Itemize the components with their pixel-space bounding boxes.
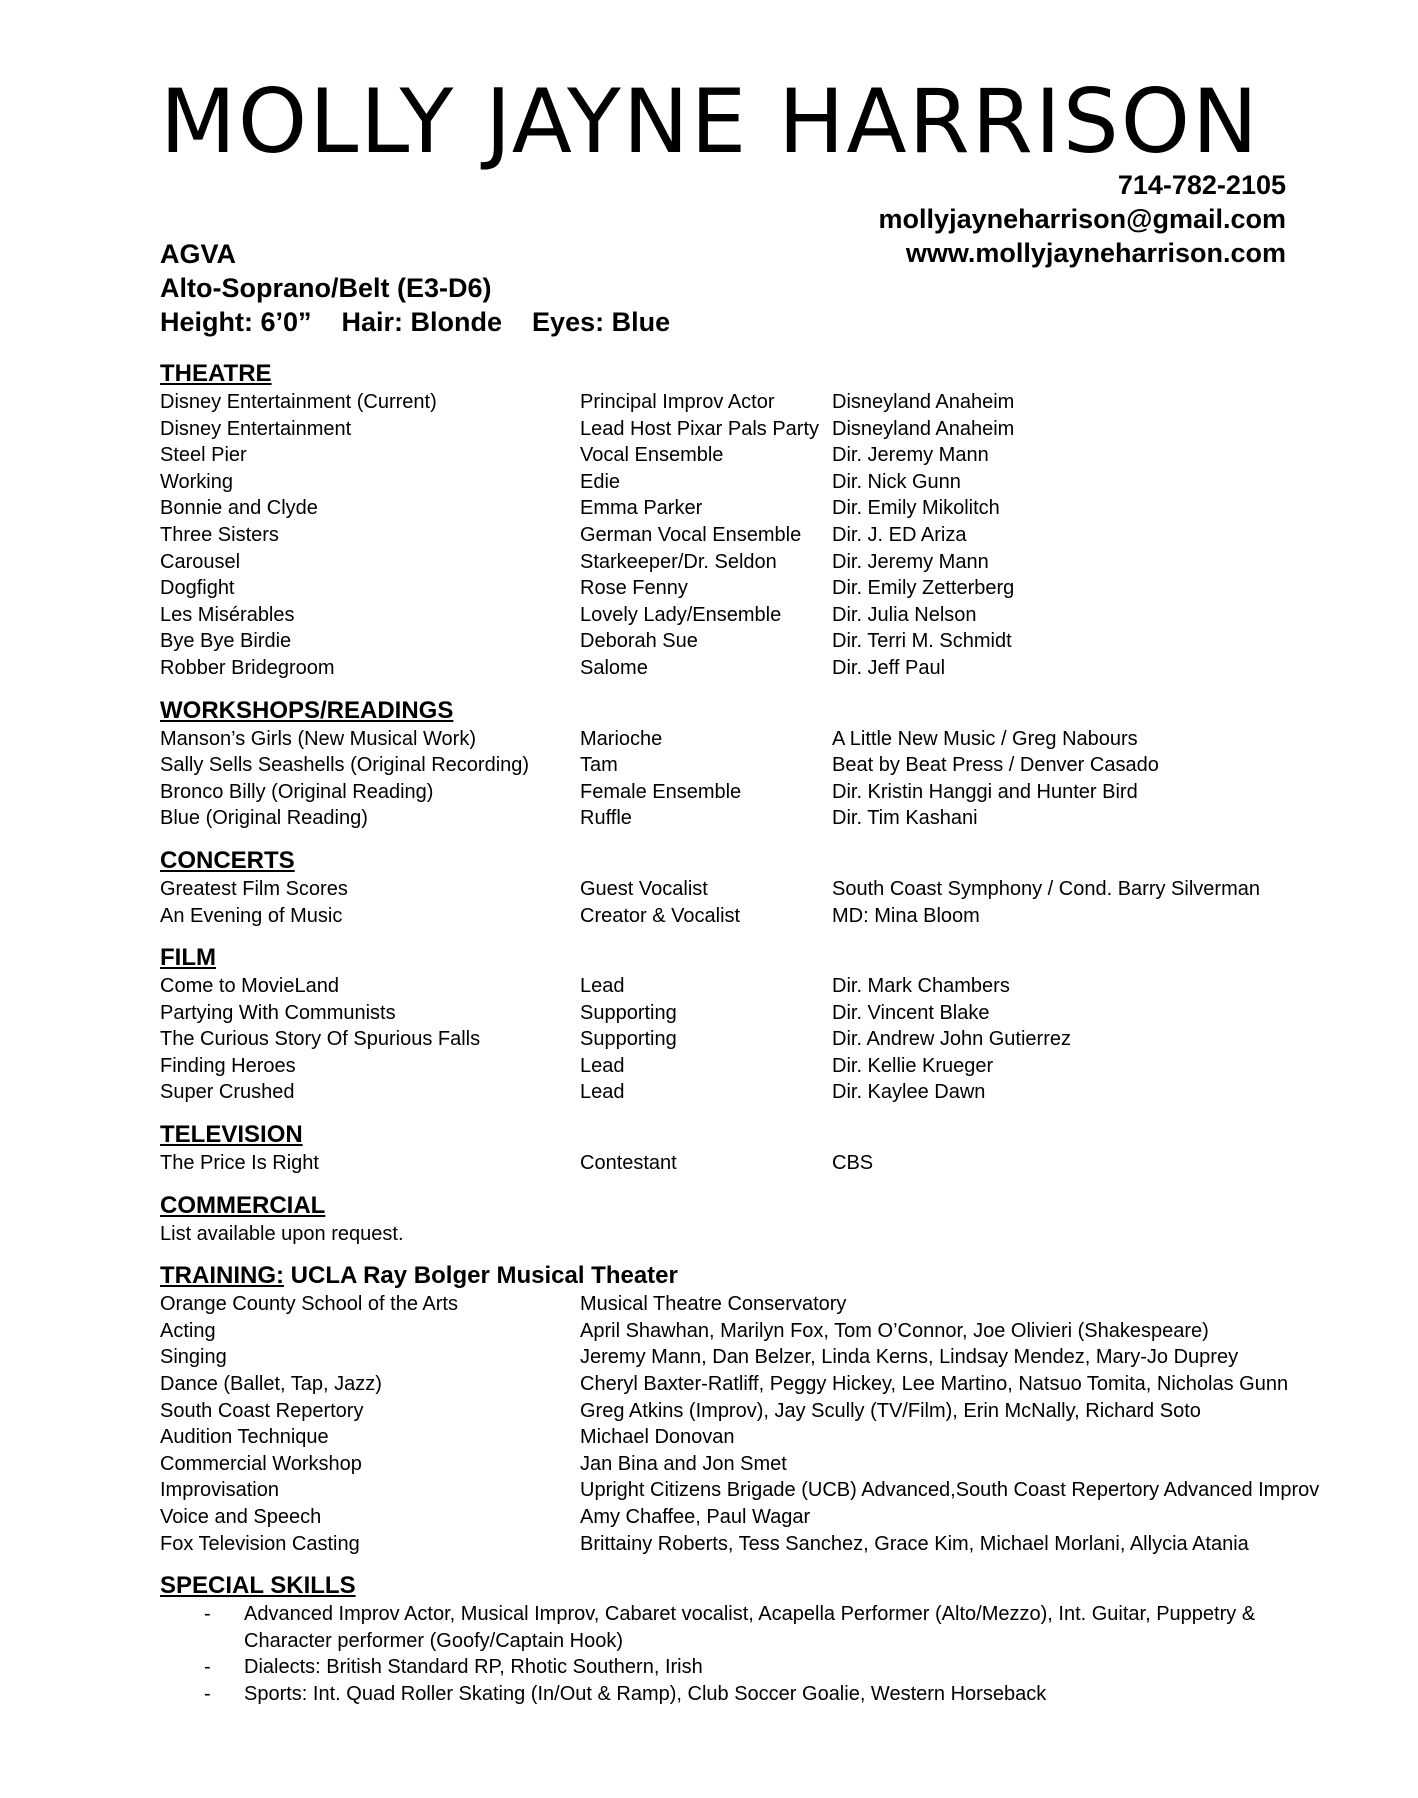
training-instructors: Amy Chaffee, Paul Wagar (580, 1506, 811, 1528)
physical-stats: Height: 6’0” Hair: Blonde Eyes: Blue (160, 307, 671, 337)
credit-row (160, 549, 1310, 576)
credit-director: Dir. Jeff Paul (832, 656, 946, 679)
credit-director: A Little New Music / Greg Nabours (832, 727, 1138, 750)
section-heading: FILM (160, 944, 216, 972)
credit-row (160, 495, 1310, 522)
credit-title: Robber Bridegroom (160, 656, 335, 679)
skill-text: Dialects: British Standard RP, Rhotic Southern, Irish (244, 1656, 703, 1679)
credit-title: Bonnie and Clyde (160, 497, 318, 520)
credit-director: Disneyland Anaheim (832, 417, 1015, 440)
credit-role: Rose Fenny (580, 577, 688, 600)
credit-director: Dir. Kristin Hanggi and Hunter Bird (832, 780, 1138, 803)
section-heading: TELEVISION (160, 1121, 303, 1149)
credit-director: Dir. Mark Chambers (832, 975, 1010, 998)
union-affiliation: AGVA (160, 239, 237, 269)
credit-row (160, 628, 1310, 655)
training-subject: Audition Technique (160, 1426, 329, 1449)
website-url: www.mollyjayneharrison.com (905, 238, 1286, 268)
credit-director: South Coast Symphony / Cond. Barry Silverman (832, 877, 1260, 900)
credit-role: Lovely Lady/Ensemble (580, 603, 782, 626)
training-program: UCLA Ray Bolger Musical Theater (290, 1262, 678, 1290)
credit-title: Bye Bye Birdie (160, 630, 292, 653)
credit-role: German Vocal Ensemble (580, 523, 802, 546)
television-section (160, 1120, 1310, 1177)
credit-title: Manson’s Girls (New Musical Work) (160, 727, 476, 750)
credit-role: Vocal Ensemble (580, 444, 724, 467)
credit-director: Dir. Andrew John Gutierrez (832, 1028, 1071, 1051)
credit-role: Contestant (580, 1152, 677, 1175)
credit-director: Dir. Vincent Blake (832, 1001, 990, 1024)
section-heading: CONCERTS (160, 846, 295, 874)
credit-role: Supporting (580, 1028, 677, 1051)
credit-director: Dir. Tim Kashani (832, 807, 978, 830)
commercial-note: List available upon request. (160, 1222, 404, 1245)
credit-row (160, 469, 1310, 496)
section-heading: THEATRE (160, 360, 272, 387)
training-row (160, 1371, 1310, 1398)
credit-row (160, 602, 1310, 629)
credit-row (160, 779, 1310, 806)
training-subject: Orange County School of the Arts (160, 1293, 458, 1316)
training-row (160, 1291, 1310, 1318)
training-row (160, 1424, 1310, 1451)
skill-item (160, 1601, 1310, 1654)
section-heading: WORKSHOPS/READINGS (160, 696, 454, 724)
credit-title: Three Sisters (160, 523, 279, 546)
training-instructors: Brittainy Roberts, Tess Sanchez, Grace Kim, Michael Morlani, Allycia Atania (580, 1532, 1249, 1555)
credit-role: Deborah Sue (580, 630, 698, 653)
training-instructors: Greg Atkins (Improv), Jay Scully (TV/Film), Erin McNally, Richard Soto (580, 1399, 1201, 1422)
credit-row (160, 726, 1310, 753)
training-subject: Voice and Speech (160, 1506, 322, 1528)
credit-role: Lead (580, 1081, 625, 1104)
credit-role: Creator & Vocalist (580, 904, 741, 927)
credit-title: Sally Sells Seashells (Original Recording) (160, 754, 530, 777)
skill-text: Advanced Improv Actor, Musical Improv, Cabaret vocalist, Acapella Performer (Alto/Mezzo), Int. Guitar, Puppetry & Character performer (Goofy/Captain Hook) (244, 1603, 1256, 1652)
contact-block (879, 168, 1286, 270)
credit-title: Come to MovieLand (160, 975, 339, 998)
credit-role: Supporting (580, 1001, 677, 1024)
bullet-dash: - (204, 1682, 211, 1705)
credit-row (160, 805, 1310, 832)
phone-number: 714-782-2105 (1117, 170, 1286, 200)
section-heading: SPECIAL SKILLS (160, 1572, 356, 1600)
credit-title: Steel Pier (160, 444, 247, 467)
training-instructors: Upright Citizens Brigade (UCB) Advanced,South Coast Repertory Advanced Improv (580, 1479, 1320, 1502)
voice-type: Alto-Soprano/Belt (E3-D6) (160, 273, 492, 303)
credit-row (160, 1000, 1310, 1027)
training-instructors: Cheryl Baxter-Ratliff, Peggy Hickey, Lee Martino, Natsuo Tomita, Nicholas Gunn (580, 1373, 1289, 1396)
credit-row (160, 903, 1310, 930)
credit-title: The Curious Story Of Spurious Falls (160, 1028, 481, 1051)
training-subject: Dance (Ballet, Tap, Jazz) (160, 1373, 382, 1396)
performer-stats (160, 237, 670, 339)
training-instructors: Jeremy Mann, Dan Belzer, Linda Kerns, Lindsay Mendez, Mary-Jo Duprey (580, 1346, 1239, 1369)
training-subject: Singing (160, 1346, 227, 1369)
resume-body (160, 359, 1320, 1722)
theatre-section (160, 359, 1310, 682)
training-subject: Improvisation (160, 1479, 279, 1502)
credit-row (160, 1053, 1310, 1080)
credit-title: Bronco Billy (Original Reading) (160, 780, 434, 803)
workshops-readings-section (160, 696, 1310, 832)
credit-role: Lead (580, 975, 625, 998)
training-row (160, 1318, 1310, 1345)
performer-name: MOLLY JAYNE HARRISON (160, 70, 1260, 173)
training-row (160, 1531, 1310, 1558)
credit-row (160, 655, 1310, 682)
training-row (160, 1504, 1310, 1531)
credit-row (160, 442, 1310, 469)
credit-title: The Price Is Right (160, 1152, 319, 1175)
training-subject: Commercial Workshop (160, 1452, 362, 1475)
training-row (160, 1344, 1310, 1371)
credit-title: Les Misérables (160, 603, 295, 626)
section-heading: TRAINING: (160, 1262, 284, 1290)
skills-list (160, 1601, 1310, 1707)
credit-role: Emma Parker (580, 497, 703, 520)
bullet-dash: - (204, 1656, 211, 1679)
credit-row (160, 575, 1310, 602)
credit-director: Dir. Julia Nelson (832, 603, 977, 626)
credit-title: Greatest Film Scores (160, 877, 348, 900)
credit-role: Female Ensemble (580, 780, 742, 803)
credit-role: Marioche (580, 727, 663, 750)
credit-title: Partying With Communists (160, 1001, 396, 1024)
credit-director: Dir. Nick Gunn (832, 470, 961, 493)
training-row (160, 1398, 1310, 1425)
credit-director: Dir. J. ED Ariza (832, 523, 967, 546)
credit-row (160, 752, 1310, 779)
credit-director: Dir. Kellie Krueger (832, 1054, 994, 1077)
credit-director: Beat by Beat Press / Denver Casado (832, 754, 1159, 777)
credit-title: Super Crushed (160, 1081, 295, 1104)
credit-title: Disney Entertainment (Current) (160, 391, 437, 413)
credit-director: Dir. Jeremy Mann (832, 444, 989, 467)
credit-title: Blue (Original Reading) (160, 807, 368, 830)
film-section (160, 943, 1310, 1106)
credit-title: An Evening of Music (160, 904, 343, 927)
credit-row (160, 1026, 1310, 1053)
credit-role: Salome (580, 656, 648, 679)
section-heading: COMMERCIAL (160, 1191, 326, 1219)
credit-role: Starkeeper/Dr. Seldon (580, 550, 777, 573)
credit-row (160, 1079, 1310, 1106)
training-instructors: Musical Theatre Conservatory (580, 1293, 847, 1316)
commercial-section (160, 1191, 1310, 1248)
credit-row (160, 876, 1310, 903)
training-subject: South Coast Repertory (160, 1399, 364, 1422)
credit-director: CBS (832, 1152, 874, 1175)
credit-title: Disney Entertainment (160, 417, 352, 440)
credit-row (160, 416, 1310, 443)
training-instructors: April Shawhan, Marilyn Fox, Tom O’Connor, Joe Olivieri (Shakespeare) (580, 1319, 1209, 1342)
credit-title: Carousel (160, 550, 241, 573)
credit-row (160, 973, 1310, 1000)
training-instructors: Jan Bina and Jon Smet (580, 1452, 787, 1475)
bullet-dash: - (204, 1603, 211, 1626)
credit-director: Disneyland Anaheim (832, 391, 1015, 413)
credit-role: Ruffle (580, 807, 632, 830)
credit-row (160, 522, 1310, 549)
credit-role: Principal Improv Actor (580, 391, 775, 413)
credit-title: Finding Heroes (160, 1054, 296, 1077)
credit-director: Dir. Emily Zetterberg (832, 577, 1015, 600)
credit-title: Working (160, 470, 233, 493)
credit-role: Edie (580, 470, 621, 493)
training-row (160, 1451, 1310, 1478)
credit-director: Dir. Kaylee Dawn (832, 1081, 986, 1104)
credit-director: Dir. Jeremy Mann (832, 550, 989, 573)
training-section (160, 1261, 1320, 1557)
credit-row (160, 1150, 1310, 1177)
concerts-section (160, 846, 1310, 929)
skill-item (160, 1681, 1310, 1708)
credit-role: Guest Vocalist (580, 877, 708, 900)
training-row (160, 1477, 1320, 1504)
training-instructors: Michael Donovan (580, 1426, 735, 1449)
credit-title: Dogfight (160, 577, 235, 600)
credit-director: Dir. Terri M. Schmidt (832, 630, 1012, 653)
skill-text: Sports: Int. Quad Roller Skating (In/Out & Ramp), Club Soccer Goalie, Western Horseback (244, 1682, 1047, 1705)
credit-director: MD: Mina Bloom (832, 904, 980, 927)
credit-director: Dir. Emily Mikolitch (832, 497, 1000, 520)
training-subject: Fox Television Casting (160, 1532, 360, 1555)
credit-role: Tam (580, 754, 618, 777)
credit-role: Lead (580, 1054, 625, 1077)
skill-item (160, 1654, 1310, 1681)
credit-row (160, 389, 1310, 416)
training-subject: Acting (160, 1319, 216, 1342)
skills-section (160, 1571, 1310, 1707)
credit-role: Lead Host Pixar Pals Party (580, 417, 819, 440)
email-address: mollyjayneharrison@gmail.com (878, 204, 1286, 234)
